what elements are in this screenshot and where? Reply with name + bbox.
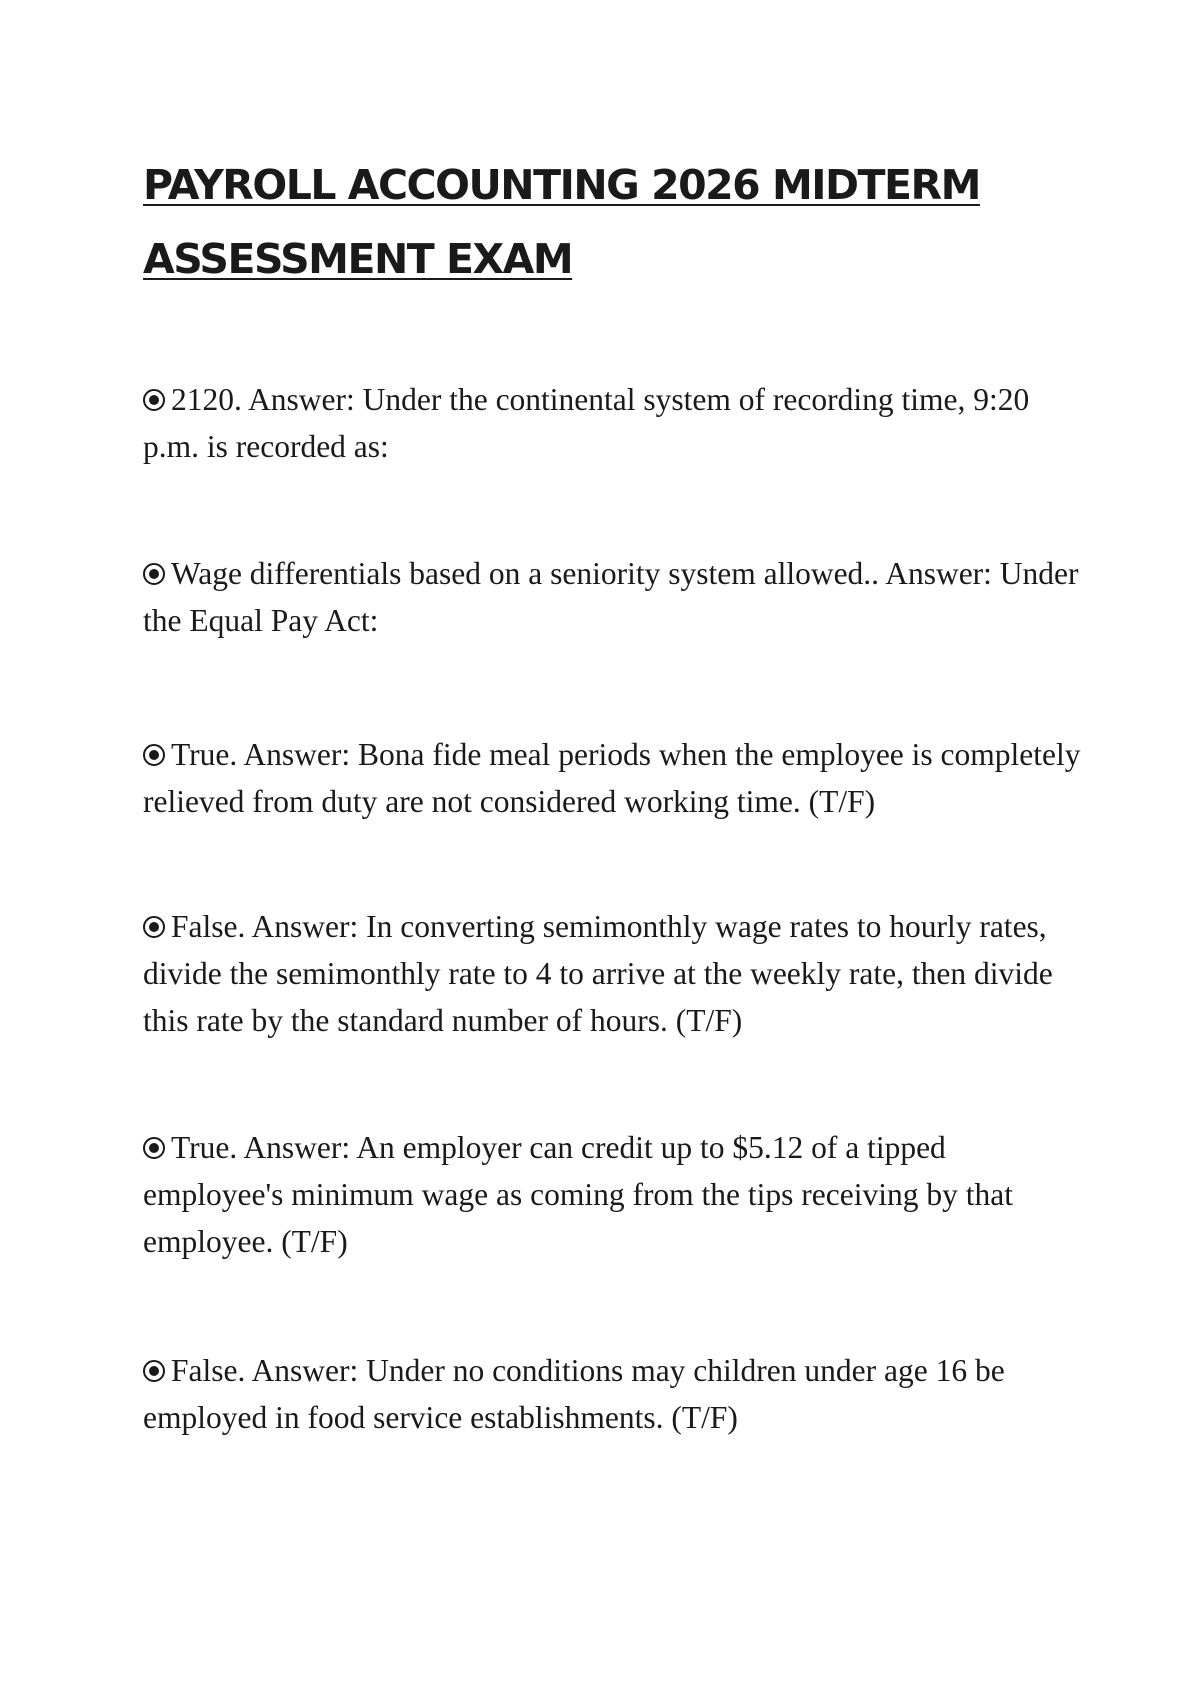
item-text: True. Answer: Bona fide meal periods when the employee is completely relieved from duty are not considered working time. (T/F) — [143, 737, 1081, 819]
page-title — [143, 148, 1043, 296]
item-text: 2120. Answer: Under the continental system of recording time, 9:20 p.m. is recorded as: — [143, 382, 1030, 464]
radio-bullet-icon — [143, 389, 165, 411]
list-item — [143, 376, 1083, 470]
radio-bullet-icon — [143, 1360, 165, 1382]
title-line-2: ASSESSMENT EXAM — [143, 235, 573, 283]
radio-bullet-icon — [143, 563, 165, 585]
list-item — [143, 1347, 1083, 1441]
item-text: Wage differentials based on a seniority system allowed.. Answer: Under the Equal Pay Act: — [143, 556, 1079, 638]
title-line-1: PAYROLL ACCOUNTING 2026 MIDTERM — [143, 161, 980, 209]
list-item — [143, 731, 1083, 825]
item-text: False. Answer: Under no conditions may children under age 16 be employed in food service establishments. (T/F) — [143, 1353, 1005, 1435]
radio-bullet-icon — [143, 916, 165, 938]
list-item — [143, 903, 1083, 1044]
radio-bullet-icon — [143, 1137, 165, 1159]
list-item — [143, 550, 1083, 644]
radio-bullet-icon — [143, 744, 165, 766]
item-text: False. Answer: In converting semimonthly wage rates to hourly rates, divide the semimonthly rate to 4 to arrive at the weekly rate, then divide this rate by the standard number of hours. (T/F) — [143, 909, 1053, 1038]
list-item — [143, 1124, 1083, 1265]
question-answer-list — [143, 376, 1083, 1521]
item-text: True. Answer: An employer can credit up to $5.12 of a tipped employee's minimum wage as coming from the tips receiving by that employee. (T/F) — [143, 1130, 1013, 1259]
